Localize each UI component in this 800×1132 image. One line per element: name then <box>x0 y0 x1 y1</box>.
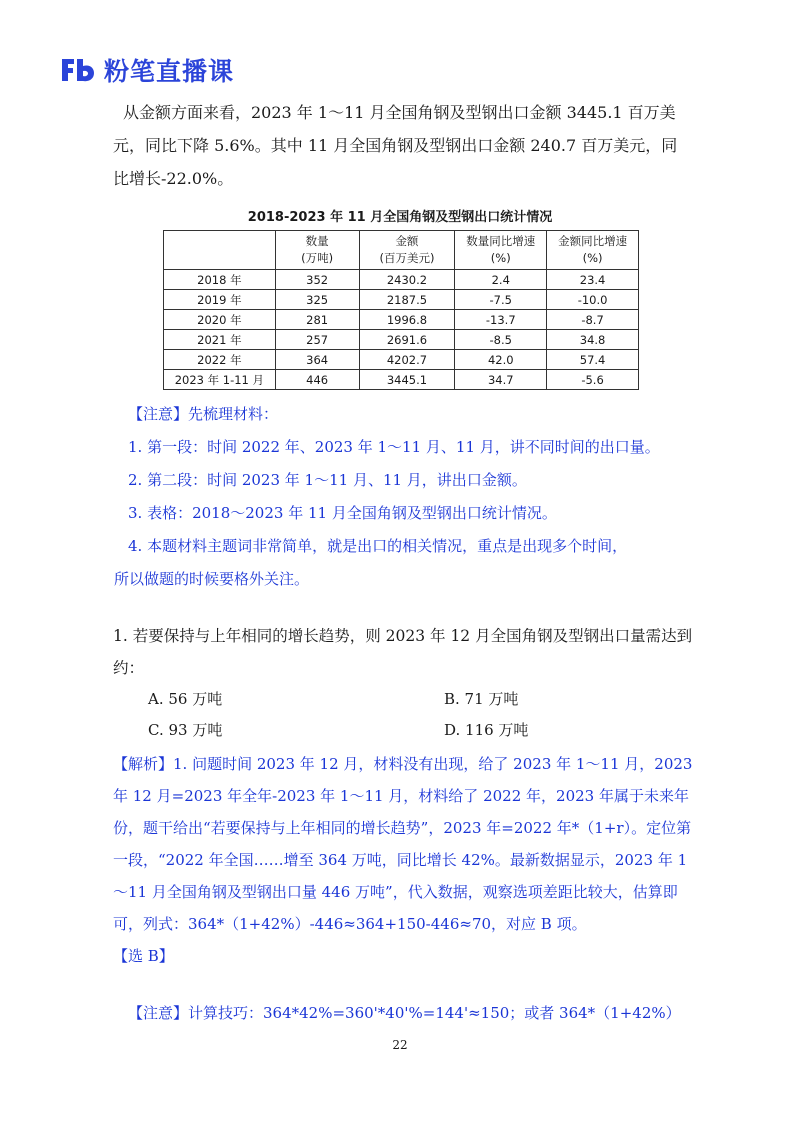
table-cell: 3445.1 <box>359 370 455 390</box>
table-header-cell: 金额同比增速 (%) <box>547 231 639 270</box>
table-header-row <box>164 231 639 270</box>
table-header-cell: 数量同比增速 (%) <box>455 231 547 270</box>
table-cell: 23.4 <box>547 270 639 290</box>
note-item: 1. 第一段：时间 2022 年、2023 年 1～11 月、11 月，讲不同时间的出口量。 <box>128 438 660 456</box>
calc-tip-note: 【注意】计算技巧：364*42%=360'*40'%=144'≈150；或者 364*（1+42%） <box>128 1004 681 1022</box>
intro-paragraph: 从金额方面来看，2023 年 1～11 月全国角钢及型钢出口金额 3445.1 百万美元，同比下降 5.6%。其中 11 月全国角钢及型钢出口金额 240.7 百万美元，同比增长-22.0%。 <box>113 103 678 188</box>
table-cell: 364 <box>275 350 359 370</box>
table-cell: -10.0 <box>547 290 639 310</box>
option-c: C. 93 万吨 <box>148 721 223 739</box>
table-row <box>164 330 639 350</box>
brand-name: 粉笔直播课 <box>104 57 235 86</box>
table-row <box>164 310 639 330</box>
table-cell: -8.7 <box>547 310 639 330</box>
table-row-label: 2020 年 <box>164 310 276 330</box>
export-stats-table <box>163 230 639 390</box>
brand-logo <box>60 52 234 88</box>
table-header-cell: 数量 (万吨) <box>275 231 359 270</box>
answer-label: 【选 B】 <box>113 947 174 965</box>
table-body <box>164 270 639 390</box>
table-cell: 352 <box>275 270 359 290</box>
table-cell: 34.8 <box>547 330 639 350</box>
option-d: D. 116 万吨 <box>444 721 529 739</box>
table-cell: -8.5 <box>455 330 547 350</box>
table-cell: 257 <box>275 330 359 350</box>
table-cell: 34.7 <box>455 370 547 390</box>
page-number: 22 <box>392 1038 408 1052</box>
table-cell: 42.0 <box>455 350 547 370</box>
table-cell: 325 <box>275 290 359 310</box>
fb-logo-icon <box>60 57 96 83</box>
note-heading: 【注意】先梳理材料： <box>128 405 279 423</box>
table-cell: 4202.7 <box>359 350 455 370</box>
table-header-cell <box>164 231 276 270</box>
table-cell: 281 <box>275 310 359 330</box>
table-row <box>164 370 639 390</box>
table-cell: 2430.2 <box>359 270 455 290</box>
table-cell: -7.5 <box>455 290 547 310</box>
question-text: 1. 若要保持与上年相同的增长趋势，则 2023 年 12 月全国角钢及型钢出口量需达到约： <box>113 627 693 677</box>
table-row <box>164 290 639 310</box>
table-row <box>164 350 639 370</box>
note-item: 所以做题的时候要格外关注。 <box>114 570 310 588</box>
table-row-label: 2021 年 <box>164 330 276 350</box>
table-row-label: 2023 年 1-11 月 <box>164 370 276 390</box>
note-item: 4. 本题材料主题词非常简单，就是出口的相关情况，重点是出现多个时间， <box>128 537 628 555</box>
options <box>148 684 688 746</box>
table-row-label: 2022 年 <box>164 350 276 370</box>
table-header-cell: 金额 (百万美元) <box>359 231 455 270</box>
analysis-section <box>113 748 698 972</box>
table-cell: 2691.6 <box>359 330 455 350</box>
table-cell: 2.4 <box>455 270 547 290</box>
note-section <box>114 398 708 596</box>
table-cell: 446 <box>275 370 359 390</box>
table-cell: -13.7 <box>455 310 547 330</box>
note-item: 2. 第二段：时间 2023 年 1～11 月、11 月，讲出口金额。 <box>128 471 527 489</box>
option-b: B. 71 万吨 <box>444 690 519 708</box>
table-row-label: 2019 年 <box>164 290 276 310</box>
table-row-label: 2018 年 <box>164 270 276 290</box>
analysis-text: 【解析】1. 问题时间 2023 年 12 月，材料没有出现，给了 2023 年 1～11 月，2023 年 12 月=2023 年全年-2023 年 1～11 月，材料给了 2022 年，2023 年属于未来年份，题干给出“若要保持与上年相同的增长趋势”，2023 年=2022 年*（1+r）。定位第一段，“2022 年全国……增至 364 万吨，同比增长 42%。最新数据显示，2023 年 1～11 月全国角钢及型钢出口量 446 万吨”，代入数据，观察选项差距比较大，估算即可，列式：364*（1+42%）-446≈364+150-446≈70，对应 B 项。 <box>113 755 693 933</box>
table-cell: -5.6 <box>547 370 639 390</box>
table-cell: 1996.8 <box>359 310 455 330</box>
table-cell: 2187.5 <box>359 290 455 310</box>
table-cell: 57.4 <box>547 350 639 370</box>
option-a: A. 56 万吨 <box>148 690 223 708</box>
table-row <box>164 270 639 290</box>
note-item: 3. 表格：2018～2023 年 11 月全国角钢及型钢出口统计情况。 <box>128 504 557 522</box>
table-title: 2018-2023 年 11 月全国角钢及型钢出口统计情况 <box>247 210 553 225</box>
